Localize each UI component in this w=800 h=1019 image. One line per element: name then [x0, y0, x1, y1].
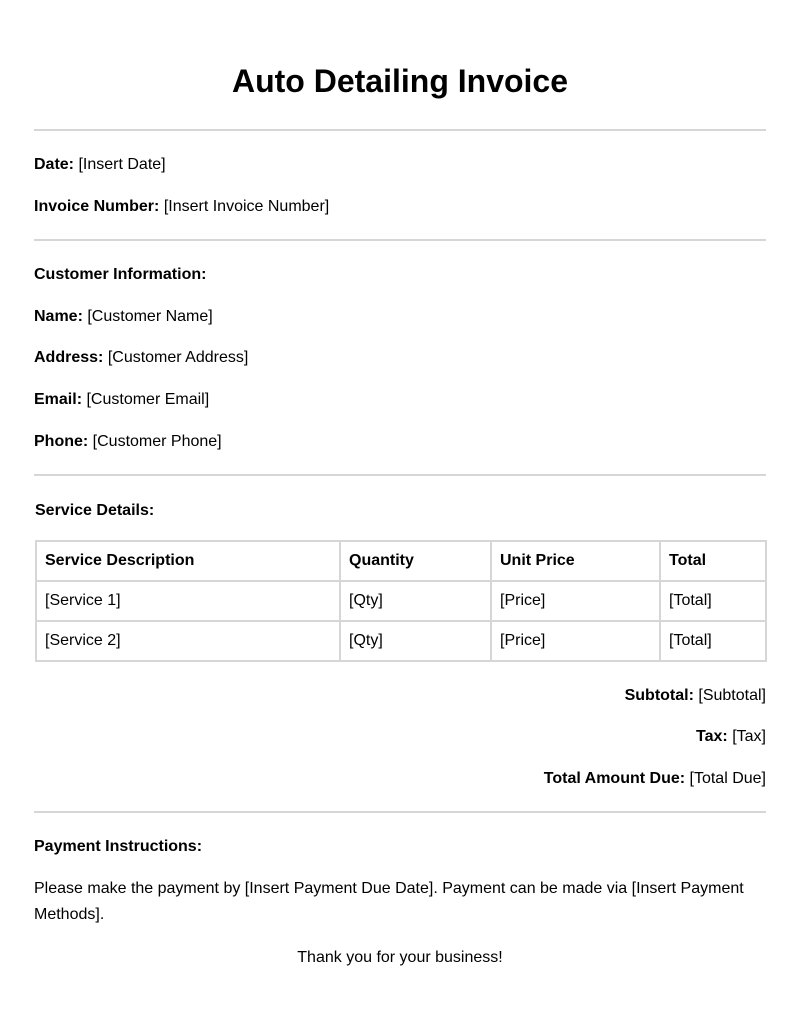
table-header-row: [36, 541, 766, 581]
page-title: Auto Detailing Invoice: [231, 63, 569, 99]
subtotal-label: Subtotal:: [624, 687, 694, 704]
customer-email-label: Email:: [34, 391, 83, 408]
service-unit-price-cell: [Price]: [491, 621, 660, 661]
column-header-quantity: Quantity: [340, 541, 491, 581]
customer-name-line: [34, 307, 766, 327]
service-description-cell: [Service 2]: [36, 621, 340, 661]
date-line: [34, 155, 766, 175]
customer-email-line: [34, 390, 766, 410]
divider-totals: [34, 811, 766, 813]
customer-name-value: [Customer Name]: [87, 308, 213, 325]
service-total-cell: [Total]: [660, 621, 766, 661]
tax-label: Tax:: [696, 728, 728, 745]
service-quantity-cell: [Qty]: [340, 621, 491, 661]
divider-top: [34, 129, 766, 131]
service-heading: Service Details:: [35, 502, 155, 519]
invoice-number-value: [Insert Invoice Number]: [163, 198, 330, 215]
service-total-cell: [Total]: [660, 581, 766, 621]
payment-heading: Payment Instructions:: [34, 838, 203, 855]
customer-heading: Customer Information:: [34, 266, 207, 283]
column-header-total: Total: [660, 541, 766, 581]
customer-email-value: [Customer Email]: [86, 391, 210, 408]
total-due-line: [34, 769, 766, 789]
subtotal-value: [Subtotal]: [698, 687, 766, 704]
service-description-cell: [Service 1]: [36, 581, 340, 621]
service-table: [35, 540, 767, 662]
customer-address-value: [Customer Address]: [107, 349, 249, 366]
customer-address-line: [34, 348, 766, 368]
invoice-number-line: [34, 197, 766, 217]
divider-meta: [34, 239, 766, 241]
thank-you-note: Thank you for your business!: [297, 949, 503, 966]
service-unit-price-cell: [Price]: [491, 581, 660, 621]
subtotal-line: [34, 686, 766, 706]
total-due-label: Total Amount Due:: [543, 770, 686, 787]
payment-instructions: Please make the payment by [Insert Payment Due Date]. Payment can be made via [Insert Payment Methods].: [34, 880, 744, 923]
customer-phone-label: Phone:: [34, 433, 89, 450]
invoice-number-label: Invoice Number:: [34, 198, 160, 215]
tax-value: [Tax]: [732, 728, 766, 745]
date-label: Date:: [34, 156, 75, 173]
date-value: [Insert Date]: [78, 156, 166, 173]
tax-line: [34, 727, 766, 747]
customer-address-label: Address:: [34, 349, 104, 366]
column-header-description: Service Description: [36, 541, 340, 581]
table-row: [36, 581, 766, 621]
table-row: [36, 621, 766, 661]
column-header-unit-price: Unit Price: [491, 541, 660, 581]
divider-customer: [34, 474, 766, 476]
customer-name-label: Name:: [34, 308, 83, 325]
total-due-value: [Total Due]: [689, 770, 766, 787]
service-quantity-cell: [Qty]: [340, 581, 491, 621]
customer-phone-value: [Customer Phone]: [92, 433, 222, 450]
customer-phone-line: [34, 432, 766, 452]
